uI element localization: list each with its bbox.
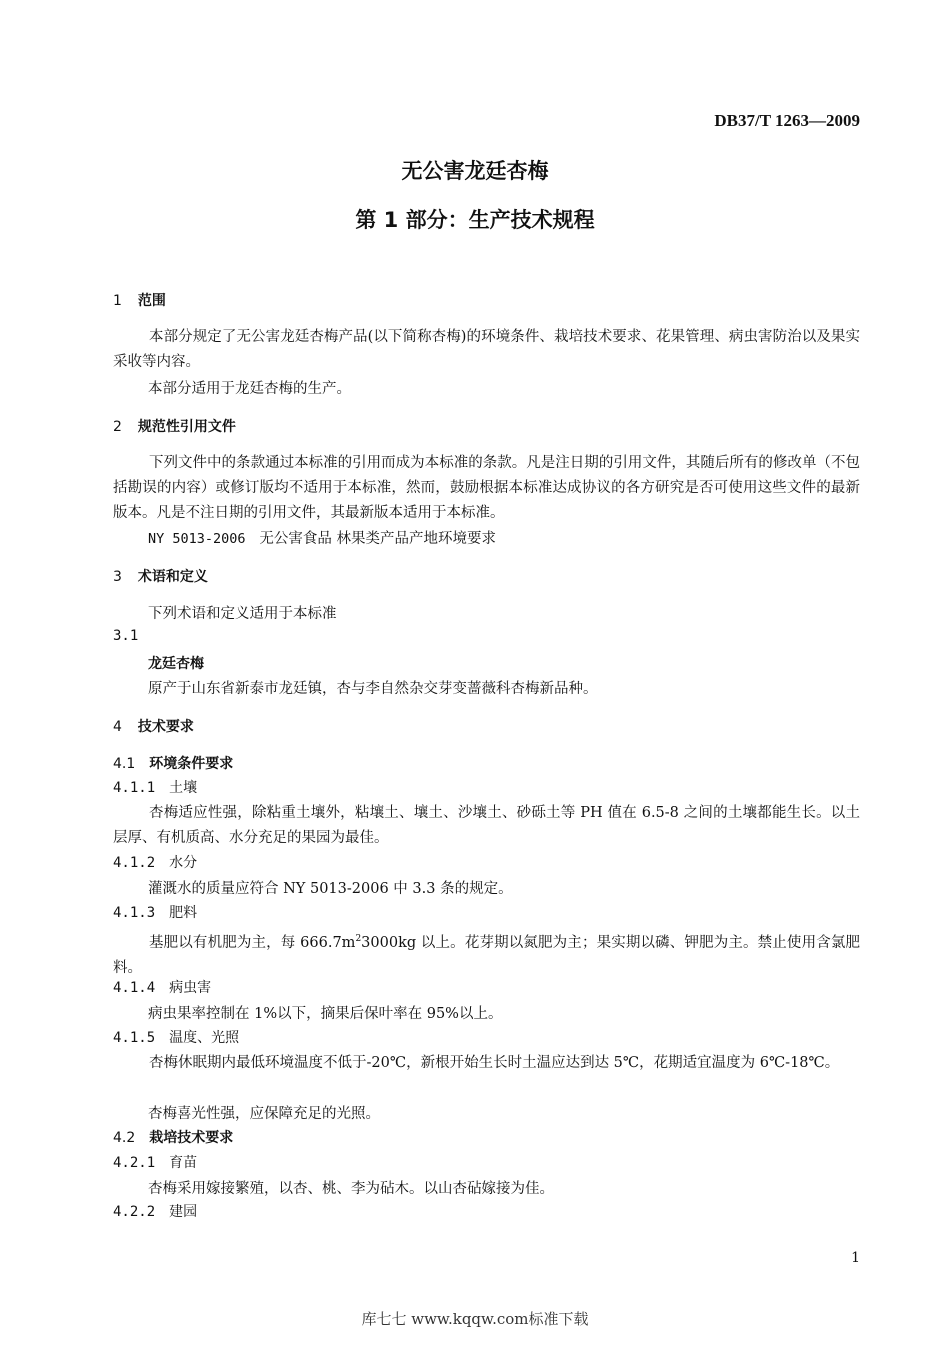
section-1-heading (113, 290, 166, 310)
standard-code: DB37/T 1263—2009 (714, 111, 860, 130)
section-4-heading (113, 716, 194, 736)
reference-title: 无公害食品 林果类产品产地环境要求 (259, 531, 496, 547)
section-title: 规范性引用文件 (137, 419, 236, 435)
document-title: 无公害龙廷杏梅 (401, 159, 549, 183)
reference-item (148, 527, 496, 548)
section-number: 4 (113, 719, 122, 735)
scope-paragraph: 本部分规定了无公害龙廷杏梅产品(以下简称杏梅)的环境条件、栽培技术要求、花果管理、病虫害防治以及果实采收等内容。 (113, 329, 860, 370)
water-paragraph: 灌溉水的质量应符合 NY 5013-2006 中 3.3 条的规定。 (148, 881, 513, 897)
term-number: 3.1 (113, 628, 139, 644)
terms-intro: 下列术语和定义适用于本标准 (148, 606, 337, 622)
section-title: 范围 (137, 293, 166, 309)
section-4-1-4-heading: 4.1.4 病虫害 (113, 980, 212, 996)
section-number: 2 (113, 419, 122, 435)
download-footer: 库七七 www.kqqw.com标准下载 (361, 1310, 589, 1328)
references-paragraph: 下列文件中的条款通过本标准的引用而成为本标准的条款。凡是注日期的引用文件，其随后所有的修改单（不包括勘误的内容）或修订版均不适用于本标准，然而，鼓励根据本标准达成协议的各方研究是否可使用这些文件的最新版本。凡是不注日期的引用文件，其最新版本适用于本标准。 (113, 455, 860, 521)
soil-paragraph: 杏梅适应性强，除粘重土壤外，粘壤土、壤土、沙壤土、砂砾土等 PH 值在 6.5-8 之间的土壤都能生长。以土层厚、有机质高、水分充足的果园为最佳。 (113, 805, 860, 846)
term-name: 龙廷杏梅 (148, 656, 204, 672)
section-title: 术语和定义 (137, 569, 208, 585)
fertilizer-paragraph: 基肥以有机肥为主，每 $666.7m^23000kg$ 以上。花芽期以氮肥为主；果实期以磷、钾肥为主。禁止使用含氯肥料。 (113, 934, 861, 976)
section-title: 技术要求 (137, 719, 194, 735)
section-number: 1 (113, 293, 122, 309)
section-4-1-5-heading: 4.1.5 温度、光照 (113, 1030, 240, 1046)
section-4-2-1-heading: 4.2.1 育苗 (113, 1155, 198, 1171)
pest-paragraph: 病虫果率控制在 1%以下，摘果后保叶率在 95%以上。 (148, 1006, 503, 1022)
section-2-heading (113, 416, 236, 436)
temperature-paragraph: 杏梅休眠期内最低环境温度不低于-20℃，新根开始生长时土温应达到达 5℃，花期适宜温度为 6℃-18℃。 (149, 1055, 840, 1071)
section-4-2-2-heading: 4.2.2 建园 (113, 1204, 198, 1220)
section-4-2-heading: 4.2 栽培技术要求 (113, 1130, 234, 1146)
reference-code: NY 5013-2006 (148, 531, 246, 547)
document-subtitle: 第 1 部分：生产技术规程 (355, 208, 595, 232)
scope-applicability: 本部分适用于龙廷杏梅的生产。 (148, 381, 351, 397)
section-4-1-3-heading: 4.1.3 肥料 (113, 905, 198, 921)
term-definition: 原产于山东省新泰市龙廷镇，杏与李自然杂交芽变蔷薇科杏梅新品种。 (148, 681, 598, 697)
nursery-paragraph: 杏梅采用嫁接繁殖，以杏、桃、李为砧木。以山杏砧嫁接为佳。 (148, 1181, 554, 1197)
section-3-heading (113, 566, 208, 586)
section-4-1-2-heading: 4.1.2 水分 (113, 855, 198, 871)
light-paragraph: 杏梅喜光性强，应保障充足的光照。 (148, 1106, 380, 1122)
section-number: 3 (113, 569, 122, 585)
page-number: 1 (851, 1250, 860, 1266)
section-4-1-1-heading: 4.1.1 土壤 (113, 780, 198, 796)
section-4-1-heading: 4.1 环境条件要求 (113, 756, 234, 772)
